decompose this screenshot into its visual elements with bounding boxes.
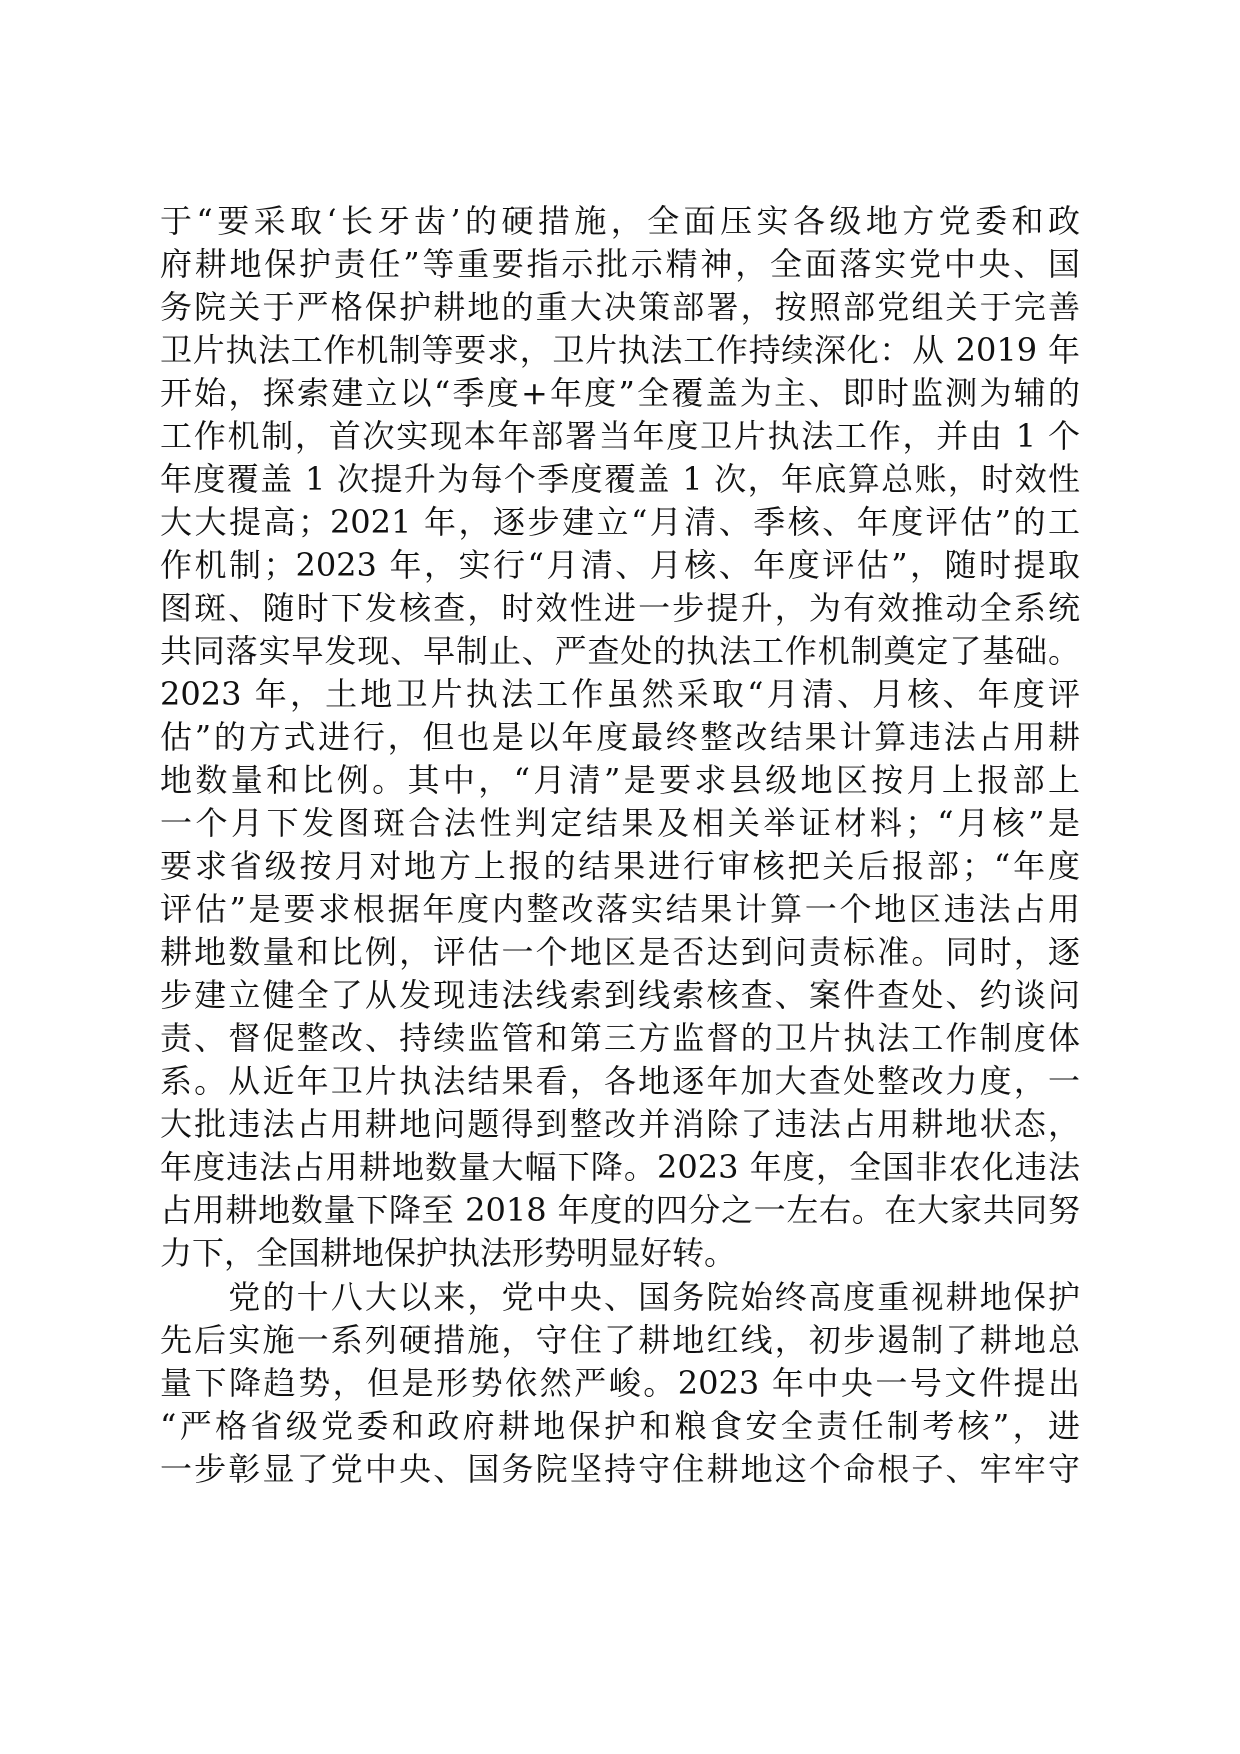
text-line: 务院关于严格保护耕地的重大决策部署，按照部党组关于完善 [160,288,1080,326]
text-line: 一个月下发图斑合法性判定结果及相关举证材料；“月核”是 [160,804,1080,842]
text-line: 大批违法占用耕地问题得到整改并消除了违法占用耕地状态， [160,1105,1080,1143]
body-text [160,200,1080,1491]
text-line: 开始，探索建立以“季度+年度”全覆盖为主、即时监测为辅的 [160,374,1080,412]
text-line: 年度违法占用耕地数量大幅下降。2023 年度，全国非农化违法 [160,1148,1080,1186]
text-line: 于“要采取‘长牙齿’的硬措施，全面压实各级地方党委和政 [160,202,1080,240]
text-line: 系。从近年卫片执法结果看，各地逐年加大查处整改力度，一 [160,1062,1080,1100]
text-line: 估”的方式进行，但也是以年度最终整改结果计算违法占用耕 [160,718,1080,756]
text-line: 耕地数量和比例，评估一个地区是否达到问责标准。同时，逐 [160,933,1080,971]
text-line: 共同落实早发现、早制止、严查处的执法工作机制奠定了基础。 [160,632,1080,670]
text-line: 占用耕地数量下降至 2018 年度的四分之一左右。在大家共同努 [160,1191,1080,1229]
text-line: 地数量和比例。其中，“月清”是要求县级地区按月上报部上 [160,761,1080,799]
text-line: “严格省级党委和政府耕地保护和粮食安全责任制考核”，进 [160,1407,1080,1445]
text-line: 要求省级按月对地方上报的结果进行审核把关后报部；“年度 [160,847,1080,885]
text-line: 府耕地保护责任”等重要指示批示精神，全面落实党中央、国 [160,245,1080,283]
text-line: 量下降趋势，但是形势依然严峻。2023 年中央一号文件提出 [160,1364,1080,1402]
text-line: 2023 年，土地卫片执法工作虽然采取“月清、月核、年度评 [160,675,1080,713]
text-line: 评估”是要求根据年度内整改落实结果计算一个地区违法占用 [160,890,1080,928]
text-line: 步建立健全了从发现违法线索到线索核查、案件查处、约谈问 [160,976,1080,1014]
text-line: 年度覆盖 1 次提升为每个季度覆盖 1 次，年底算总账，时效性 [160,460,1080,498]
text-line: 力下，全国耕地保护执法形势明显好转。 [160,1234,737,1272]
text-line: 卫片执法工作机制等要求，卫片执法工作持续深化：从 2019 年 [160,331,1080,369]
paragraph-2 [160,1276,1080,1491]
paragraph-1 [160,200,1080,1275]
text-line: 责、督促整改、持续监管和第三方监督的卫片执法工作制度体 [160,1019,1080,1057]
text-line: 大大提高；2021 年，逐步建立“月清、季核、年度评估”的工 [160,503,1080,541]
text-line: 图斑、随时下发核查，时效性进一步提升，为有效推动全系统 [160,589,1080,627]
text-line: 工作机制，首次实现本年部署当年度卫片执法工作，并由 1 个 [160,417,1080,455]
text-line: 先后实施一系列硬措施，守住了耕地红线，初步遏制了耕地总 [160,1321,1080,1359]
text-line: 党的十八大以来，党中央、国务院始终高度重视耕地保护 [160,1278,1080,1316]
text-line: 作机制；2023 年，实行“月清、月核、年度评估”，随时提取 [160,546,1080,584]
text-line: 一步彰显了党中央、国务院坚持守住耕地这个命根子、牢牢守 [160,1450,1080,1488]
